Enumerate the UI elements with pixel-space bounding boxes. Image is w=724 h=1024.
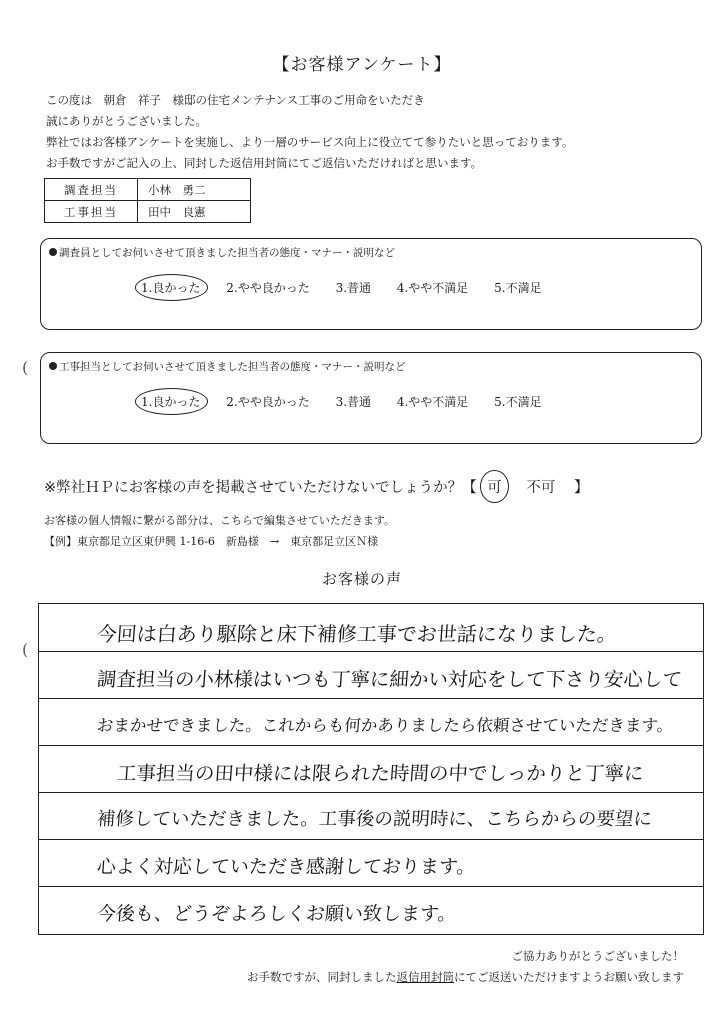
voice-line: 今回は白あり駆除と床下補修工事でお世話になりました。 — [96, 622, 618, 646]
intro-line-2: 誠にありがとうございました。 — [46, 114, 207, 128]
pencil-mark-icon: ( — [22, 358, 29, 377]
rating-option[interactable]: 5.不満足 — [494, 395, 542, 409]
staff-row-survey — [45, 179, 251, 201]
voice-line: 心よく対応していただき感謝しております。 — [96, 856, 477, 878]
rating-option-selected[interactable]: 1.良かった — [141, 395, 201, 409]
intro-line-3: 弊社ではお客様アンケートを実施し、より一層のサービス向上に役立てて参りたいと思っております。 — [46, 135, 574, 149]
ruled-line — [39, 698, 703, 699]
rating-options — [141, 279, 564, 296]
voice-line: 補修していただきました。工事後の説明時に、こちらからの要望に — [96, 809, 653, 830]
thanks-message: ご協力ありがとうございました！ — [511, 949, 684, 963]
voice-line: 調査担当の小林様はいつも丁寧に細かい対応をして下さり安心して — [96, 668, 683, 691]
rating-option-selected[interactable]: 1.良かった — [141, 281, 201, 295]
bullet-icon — [49, 248, 57, 256]
return-instructions: お手数ですが、同封しました返信用封筒にてご返送いただけますようお願い致します — [247, 970, 684, 984]
ruled-line — [39, 839, 703, 840]
ruled-line — [39, 745, 703, 746]
hp-permission-question — [44, 476, 588, 497]
example-note: 【例】東京都足立区東伊興 1-16-6 新島様 → 東京都足立区Ｎ様 — [44, 535, 379, 548]
rating-option[interactable]: 2.やや良かった — [226, 395, 310, 409]
staff-row-construction — [45, 201, 251, 223]
hp-option-ok-selected[interactable]: 可 — [487, 476, 502, 497]
voice-line: 今後も、どうぞよろしくお願い致します。 — [96, 903, 458, 925]
voice-line: 工事担当の田中様には限られた時間の中でしっかりと丁寧に — [116, 762, 645, 785]
pencil-mark-icon: ( — [22, 640, 29, 659]
ruled-line — [39, 792, 703, 793]
staff-name: 田中 良憲 — [138, 201, 251, 223]
ruled-line — [39, 886, 703, 887]
question-text: 調査員としてお伺いさせて頂きました担当者の態度・マナー・説明など — [49, 245, 395, 260]
hp-bracket-close: 】 — [573, 480, 589, 496]
hp-question-text: ※弊社ＨＰにお客様の声を掲載させていただけないでしょうか？【 — [44, 480, 477, 496]
question-box-survey — [40, 238, 702, 330]
question-box-construction — [40, 352, 702, 444]
intro-line-1: この度は 朝倉 祥子 様邸の住宅メンテナンス工事のご用命をいただき — [46, 93, 425, 107]
staff-label: 工事担当 — [45, 201, 138, 223]
rating-option[interactable]: 4.やや不満足 — [396, 281, 469, 295]
hp-option-ng[interactable]: 不可 — [526, 480, 556, 496]
rating-option[interactable]: 4.やや不満足 — [396, 395, 469, 409]
bullet-icon — [49, 362, 57, 370]
customer-voice-heading: お客様の声 — [321, 570, 402, 588]
rating-option[interactable]: 3.普通 — [335, 395, 372, 409]
rating-option[interactable]: 5.不満足 — [494, 281, 542, 295]
rating-option[interactable]: 2.やや良かった — [226, 281, 310, 295]
staff-label: 調査担当 — [45, 179, 138, 201]
staff-table — [44, 178, 251, 223]
staff-name: 小林 勇二 — [138, 179, 251, 201]
rating-options — [141, 393, 564, 410]
rating-option[interactable]: 3.普通 — [335, 281, 372, 295]
survey-title: 【お客様アンケート】 — [272, 55, 452, 75]
voice-line: おまかせできました。これからも何かありましたら依頼させていただきます。 — [96, 716, 674, 735]
return-envelope-text: 返信用封筒 — [396, 970, 454, 984]
ruled-line — [39, 651, 703, 652]
customer-voice-box — [38, 603, 704, 935]
intro-line-4: お手数ですがご記入の上、同封した返信用封筒にてご返信いただければと思います。 — [46, 156, 483, 170]
privacy-note: お客様の個人情報に繋がる部分は、こちらで編集させていただきます。 — [44, 514, 396, 527]
question-text: 工事担当としてお伺いさせて頂きました担当者の態度・マナー・説明など — [49, 359, 406, 374]
